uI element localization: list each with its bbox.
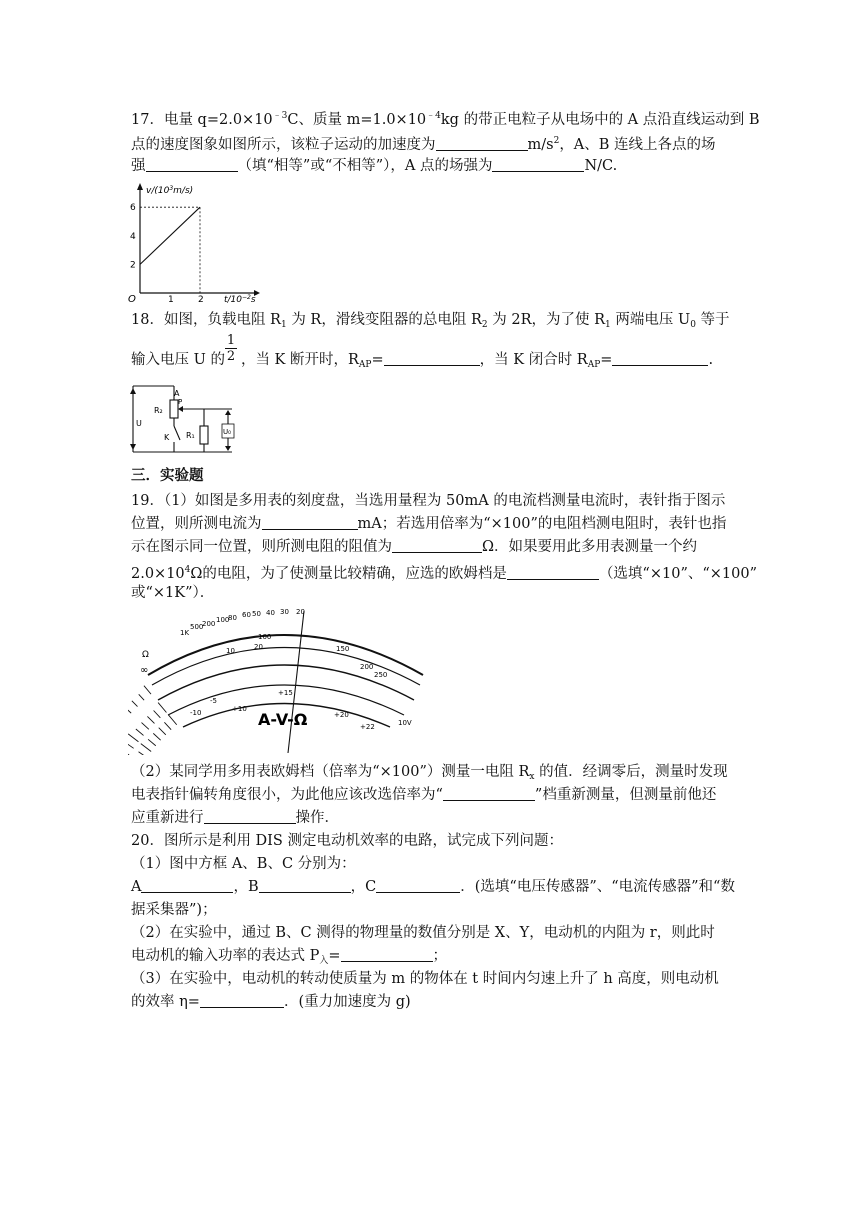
q19-line-5: 或“×1K”）． xyxy=(131,585,215,601)
answer-blank xyxy=(376,878,460,893)
slider-arrow xyxy=(178,406,183,412)
dial-tick xyxy=(128,743,134,749)
db-scale-label: +22 xyxy=(360,723,375,731)
answer-blank xyxy=(507,565,599,580)
dial-tick xyxy=(159,728,166,735)
origin-label: O xyxy=(128,294,136,305)
velocity-time-graph xyxy=(126,180,266,306)
dc-scale-label: 20 xyxy=(254,643,263,651)
q19-part2-line-1: （2）某同学用多用表欧姆档（倍率为“×100”）测量一电阻 $R_x$ 的值．经调零后，测量时发现 xyxy=(131,764,728,782)
ohm-scale-label: 200 xyxy=(202,620,216,628)
x-axis-label: $t/10^{-2}s$ xyxy=(224,294,256,305)
dial-tick xyxy=(132,701,138,707)
q20-line-7: （3）在实验中，电动机的转动使质量为 m 的物体在 t 时间内匀速上升了 h 高度，则电动机 xyxy=(131,971,719,987)
dial-tick xyxy=(141,744,151,752)
circuit-diagram xyxy=(128,382,238,457)
label-u: U xyxy=(136,419,142,428)
ohm-symbol: Ω xyxy=(142,650,149,660)
answer-blank xyxy=(259,878,351,893)
dial-center-label: A-V-Ω xyxy=(258,710,308,729)
dial-tick xyxy=(136,729,144,735)
ohm-scale-label: 80 xyxy=(228,614,237,622)
q19-line-4: $2.0\times 10^4\Omega$的电阻，为了使测量比较精确，应选的欧姆档是 （选填“×10”、“×100” xyxy=(131,565,758,582)
answer-blank xyxy=(384,351,480,366)
infinity-symbol: ∞ xyxy=(140,665,149,676)
db-scale-label: -5 xyxy=(210,697,217,705)
q20-line-3: A ，B ，C ．(选填“电压传感器”、“电流传感器”和“数 xyxy=(131,879,735,895)
dial-tick xyxy=(154,710,161,717)
answer-blank xyxy=(141,878,233,893)
ohm-scale-label: 50 xyxy=(252,610,261,618)
q19-part2-line-3: 应重新进行 操作． xyxy=(131,810,339,826)
ohm-scale-label: 30 xyxy=(280,608,289,616)
db-scale-label: +15 xyxy=(278,689,293,697)
section-title: 三．实验题 xyxy=(131,467,204,484)
q20-line-2: （1）图中方框 A、B、C 分别为： xyxy=(131,856,356,872)
dc-scale-label: 10 xyxy=(226,647,235,655)
switch-k xyxy=(174,426,180,440)
q20-line-5: （2）在实验中，通过 B、C 测得的物理量的数值分别是 X、Y，电动机的内阻为 r，则此时 xyxy=(131,925,715,941)
meter-needle xyxy=(288,611,304,753)
q20-line-6: 电动机的输入功率的表达式 $P_入=$ ； xyxy=(131,948,448,966)
q19-part2-line-2: 电表指针偏转角度很小，为此他应该改选倍率为“ ”档重新测量，但测量前他还 xyxy=(131,787,717,803)
answer-blank xyxy=(443,786,535,801)
answer-blank xyxy=(200,993,284,1008)
q18-line-1: 18．如图，负载电阻 $R_1$ 为 R，滑线变阻器的总电阻 $R_2$ 为 2R，为了使 $R_1$ 两端电压 $U_0$ 等于 xyxy=(131,312,730,330)
dc-scale-label: 250 xyxy=(374,671,388,679)
q17-line-3: 强 （填“相等”或“不相等”），A 点的场强为 N/C. xyxy=(131,158,618,174)
dc-scale-label: 200 xyxy=(360,663,374,671)
dial-tick xyxy=(144,686,151,694)
answer-blank xyxy=(262,515,358,530)
rheostat-r2 xyxy=(170,400,178,418)
x-tick-label: 2 xyxy=(198,295,204,305)
q18-line-2: 输入电压 U 的 ，当 K 断开时，$R_{AP}=$ ，当 K 闭合时 $R_{AP}=$ . xyxy=(131,352,714,370)
multimeter-dial xyxy=(128,605,438,755)
dial-tick xyxy=(141,723,148,730)
db-scale-label: +10 xyxy=(232,705,247,713)
ohm-scale-label: 40 xyxy=(266,609,275,617)
y-tick-label: 4 xyxy=(130,231,136,242)
q20-line-4: 据采集器”)； xyxy=(131,902,217,918)
label-u0: U₀ xyxy=(223,428,231,436)
ohm-scale-label: 60 xyxy=(242,611,251,619)
dc-scale-label: 150 xyxy=(336,645,350,653)
label-r1: R₁ xyxy=(186,431,195,440)
dial-tick xyxy=(128,750,129,755)
dial-tick xyxy=(139,752,147,755)
answer-blank xyxy=(612,351,708,366)
answer-blank xyxy=(146,157,238,172)
answer-blank xyxy=(204,809,296,824)
dial-tick xyxy=(128,708,131,713)
q17-line-2: 点的速度图象如图所示，该粒子运动的加速度为 $m/s^2$，A、B 连线上各点的场 xyxy=(131,136,716,153)
y-tick-label: 6 xyxy=(130,203,136,214)
dial-tick xyxy=(164,722,171,729)
y-axis-arrow xyxy=(137,183,143,190)
resistor-r1 xyxy=(200,426,208,444)
answer-blank xyxy=(392,538,482,553)
y-tick-label: 2 xyxy=(130,260,136,271)
label-k: K xyxy=(164,433,170,442)
ohm-scale-label: 1K xyxy=(180,629,190,637)
ohm-scale-label: 20 xyxy=(296,608,305,616)
answer-blank xyxy=(492,157,584,172)
label-r2: R₂ xyxy=(154,406,163,415)
dial-tick xyxy=(147,716,154,723)
dial-tick xyxy=(128,734,138,742)
ohm-scale-label: 500 xyxy=(190,623,204,631)
db-scale-label: -10 xyxy=(190,709,202,717)
range-label: 10V xyxy=(398,719,412,727)
fraction-one-half: 1 2 xyxy=(226,333,236,364)
dial-tick xyxy=(148,739,156,745)
dial-tick xyxy=(168,715,176,725)
label-a: A xyxy=(174,389,180,398)
q19-line-3: 示在图示同一位置，则所测电阻的阻值为 Ω．如果要用此多用表测量一个约 xyxy=(131,539,698,555)
y-axis-label: $v/(10^3m/s)$ xyxy=(146,185,194,196)
answer-blank xyxy=(436,136,528,151)
q20-line-1: 20．图所示是利用 DIS 测定电动机效率的电路，试完成下列问题： xyxy=(131,833,563,849)
label-p: P xyxy=(178,398,183,406)
q19-line-2: 位置，则所测电流为 mA；若选用倍率为“×100”的电阻档测电阻时，表针也指 xyxy=(131,516,727,532)
q17-line-1: 17．电量 $q=2.0\times 10^{﹣3}C$、质量 $m=1.0\times 10^{﹣4}kg$ 的带正电粒子从电场中的 A 点沿直线运动到 B xyxy=(131,111,760,128)
x-tick-label: 1 xyxy=(168,295,174,305)
ohm-scale-label: 100 xyxy=(216,616,230,624)
dial-tick xyxy=(139,694,144,700)
dial-tick xyxy=(153,733,160,740)
q19-line-1: 19．（1）如图是多用表的刻度盘，当选用量程为 50mA 的电流档测量电流时，表针指于图示 xyxy=(131,493,726,509)
db-scale-label: +20 xyxy=(334,711,349,719)
dial-tick xyxy=(158,703,166,713)
answer-blank xyxy=(341,947,433,962)
q20-line-8: 的效率 η= ．(重力加速度为 g) xyxy=(131,994,411,1010)
velocity-line xyxy=(140,207,200,264)
dc-scale-label: 100 xyxy=(258,633,272,641)
